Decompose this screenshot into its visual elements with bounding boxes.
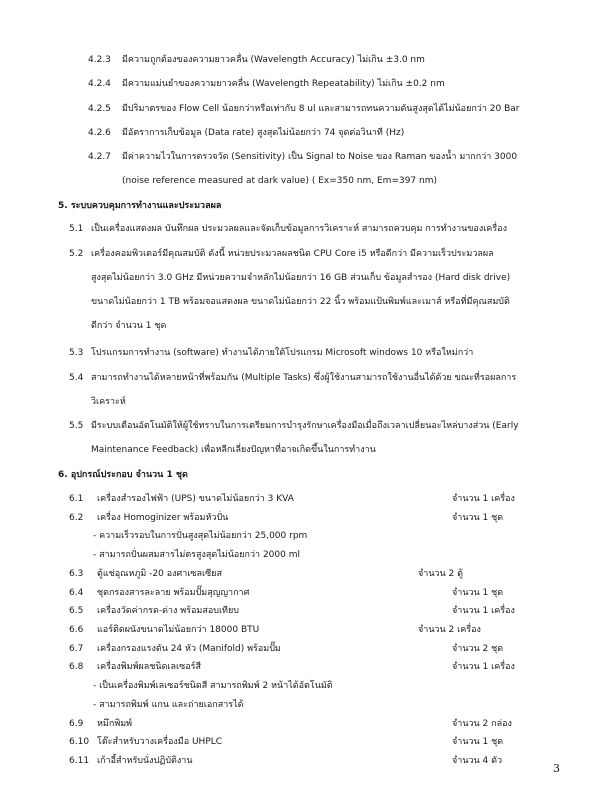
spec-text: มีปริมาตรของ Flow Cell น้อยกว่าหรือเท่ากับ 8 ul และสามารถทนความดันสูงสุดได้ไม่น้อยกว่า 20 Bar <box>122 104 520 114</box>
accessory-quantity: จำนวน 1 เครื่อง <box>452 606 515 616</box>
accessory-number: 6.4 <box>69 588 84 598</box>
accessory-detail: - สามารถพิมพ์ แกน และถ่ายเอกสารได้ <box>93 700 244 710</box>
accessory-name: โต๊ะสำหรับวางเครื่องมือ UHPLC <box>97 737 223 747</box>
spec-number: 4.2.4 <box>88 79 111 89</box>
spec-text: มีค่าความไวในการตรวจวัด (Sensitivity) เป็น Signal to Noise ของ Raman ของน้ำ มากกว่า 3000 <box>122 152 518 162</box>
item-number: 5.5 <box>69 421 84 431</box>
spec-number: 4.2.7 <box>88 152 111 162</box>
spec-text: มีความแม่นยำของความยาวคลื่น (Wavelength Repeatability) ไม่เกิน ±0.2 nm <box>122 79 445 89</box>
accessory-name: ชุดกรองสารละลาย พร้อมปั๊มสุญญากาศ <box>97 588 250 598</box>
item-text-line: ขนาดไม่น้อยกว่า 1 TB พร้อมจอแสดงผล ขนาดไม่น้อยกว่า 22 นิ้ว พร้อมแป้นพิมพ์และเมาส์ หรือที่มีคุณสมบัติ <box>91 297 510 307</box>
item-text-line: วิเคราะห์ <box>91 397 126 407</box>
accessory-number: 6.10 <box>69 737 90 747</box>
accessory-detail: - ความเร็วรอบในการปั่นสูงสุดไม่น้อยกว่า 25,000 rpm <box>93 531 308 541</box>
accessory-name: เก้าอี้สำหรับนั่งปฏิบัติงาน <box>97 756 193 766</box>
section-heading: 6. อุปกรณ์ประกอบ จำนวน 1 ชุด <box>58 470 188 480</box>
accessory-name: หมึกพิมพ์ <box>97 719 133 729</box>
item-number: 5.4 <box>69 373 84 383</box>
accessory-quantity: จำนวน 2 เครื่อง <box>418 625 481 635</box>
accessory-name: เครื่องพิมพ์ผลชนิดเลเซอร์สี <box>97 662 201 672</box>
accessory-quantity: จำนวน 1 ชุด <box>452 737 504 747</box>
item-text-line: เครื่องคอมพิวเตอร์มีคุณสมบัติ ดังนี้ หน่วยประมวลผลชนิด CPU Core i5 หรือดีกว่า มีความเร็วประมวลผล <box>91 249 494 259</box>
accessory-detail: - เป็นเครื่องพิมพ์เลเซอร์ชนิดสี สามารถพิมพ์ 2 หน้าได้อัตโนมัติ <box>93 681 333 691</box>
accessory-name: แอร์ติดผนังขนาดไม่น้อยกว่า 18000 BTU <box>97 625 260 635</box>
spec-text-continued: (noise reference measured at dark value) ( Ex=350 nm, Em=397 nm) <box>122 176 438 186</box>
item-number: 5.1 <box>69 224 84 234</box>
accessory-quantity: จำนวน 1 เครื่อง <box>452 662 515 672</box>
accessory-quantity: จำนวน 1 ชุด <box>452 588 504 598</box>
item-number: 5.3 <box>69 348 84 358</box>
accessory-quantity: จำนวน 1 เครื่อง <box>452 494 515 504</box>
accessory-number: 6.2 <box>69 513 84 523</box>
item-text-line: เป็นเครื่องแสดงผล บันทึกผล ประมวลผลและจัดเก็บข้อมูลการวิเคราะห์ สามารถควบคุม การทำงานของเครื่อง <box>91 224 507 234</box>
accessory-number: 6.3 <box>69 569 84 579</box>
item-text-line: Maintenance Feedback) เพื่อหลีกเลี่ยงปัญหาที่อาจเกิดขึ้นในการทำงาน <box>91 445 376 455</box>
accessory-number: 6.1 <box>69 494 84 504</box>
accessory-number: 6.8 <box>69 662 84 672</box>
accessory-name: ตู้แช่อุณหภูมิ -20 องศาเซลเซียส <box>97 569 222 579</box>
accessory-detail: - สามารถปั่นผสมสารไม่ตรสูงสุดไม่น้อยกว่า 2000 ml <box>93 550 300 560</box>
accessory-name: เครื่อง Homoginizer พร้อมหัวปั่น <box>97 513 229 523</box>
spec-text: มีอัตราการเก็บข้อมูล (Data rate) สูงสุดไม่น้อยกว่า 74 จุดต่อวินาที (Hz) <box>122 128 405 138</box>
item-text-line: ดีกว่า จำนวน 1 ชุด <box>91 321 167 331</box>
spec-number: 4.2.3 <box>88 55 111 65</box>
accessory-name: เครื่องวัดค่ากรด-ด่าง พร้อมสอบเทียบ <box>97 606 239 616</box>
accessory-name: เครื่องกรองแรงดัน 24 หัว (Manifold) พร้อมปั๊ม <box>97 644 281 654</box>
accessory-name: เครื่องสำรองไฟฟ้า (UPS) ขนาดไม่น้อยกว่า 3 KVA <box>97 494 294 504</box>
accessory-number: 6.7 <box>69 644 84 654</box>
accessory-quantity: จำนวน 2 ชุด <box>452 644 504 654</box>
accessory-quantity: จำนวน 1 ชุด <box>452 513 504 523</box>
accessory-quantity: จำนวน 4 ตัว <box>452 756 503 766</box>
accessory-number: 6.5 <box>69 606 84 616</box>
spec-number: 4.2.6 <box>88 128 111 138</box>
item-text-line: สามารถทำงานได้หลายหน้าที่พร้อมกัน (Multiple Tasks) ซึ่งผู้ใช้งานสามารถใช้งานอื่นได้ด้วย ขณะที่รอผลการ <box>91 373 517 383</box>
accessory-quantity: จำนวน 2 ตู้ <box>418 569 463 579</box>
item-number: 5.2 <box>69 249 84 259</box>
item-text-line: มีระบบเตือนอัตโนมัติให้ผู้ใช้ทราบในการเตรียมการบำรุงรักษาเครื่องมือเมื่อถึงเวลาเปลี่ยนอะไหล่บางส่วน (Early <box>91 421 519 431</box>
page-number: 3 <box>553 762 560 775</box>
spec-number: 4.2.5 <box>88 104 111 114</box>
item-text-line: สูงสุดไม่น้อยกว่า 3.0 GHz มีหน่วยความจำหลักไม่น้อยกว่า 16 GB ส่วนเก็บ ข้อมูลสำรอง (Hard disk drive) <box>91 273 511 283</box>
section-heading: 5. ระบบควบคุมการทำงานและประมวลผล <box>58 201 222 211</box>
accessory-quantity: จำนวน 2 กล่อง <box>452 719 512 729</box>
accessory-number: 6.6 <box>69 625 84 635</box>
accessory-number: 6.9 <box>69 719 84 729</box>
item-text-line: โปรแกรมการทำงาน (software) ทำงานได้ภายใต้โปรแกรม Microsoft windows 10 หรือใหม่กว่า <box>91 348 474 358</box>
spec-text: มีความถูกต้องของความยาวคลื่น (Wavelength Accuracy) ไม่เกิน ±3.0 nm <box>122 55 425 65</box>
accessory-number: 6.11 <box>69 756 90 766</box>
